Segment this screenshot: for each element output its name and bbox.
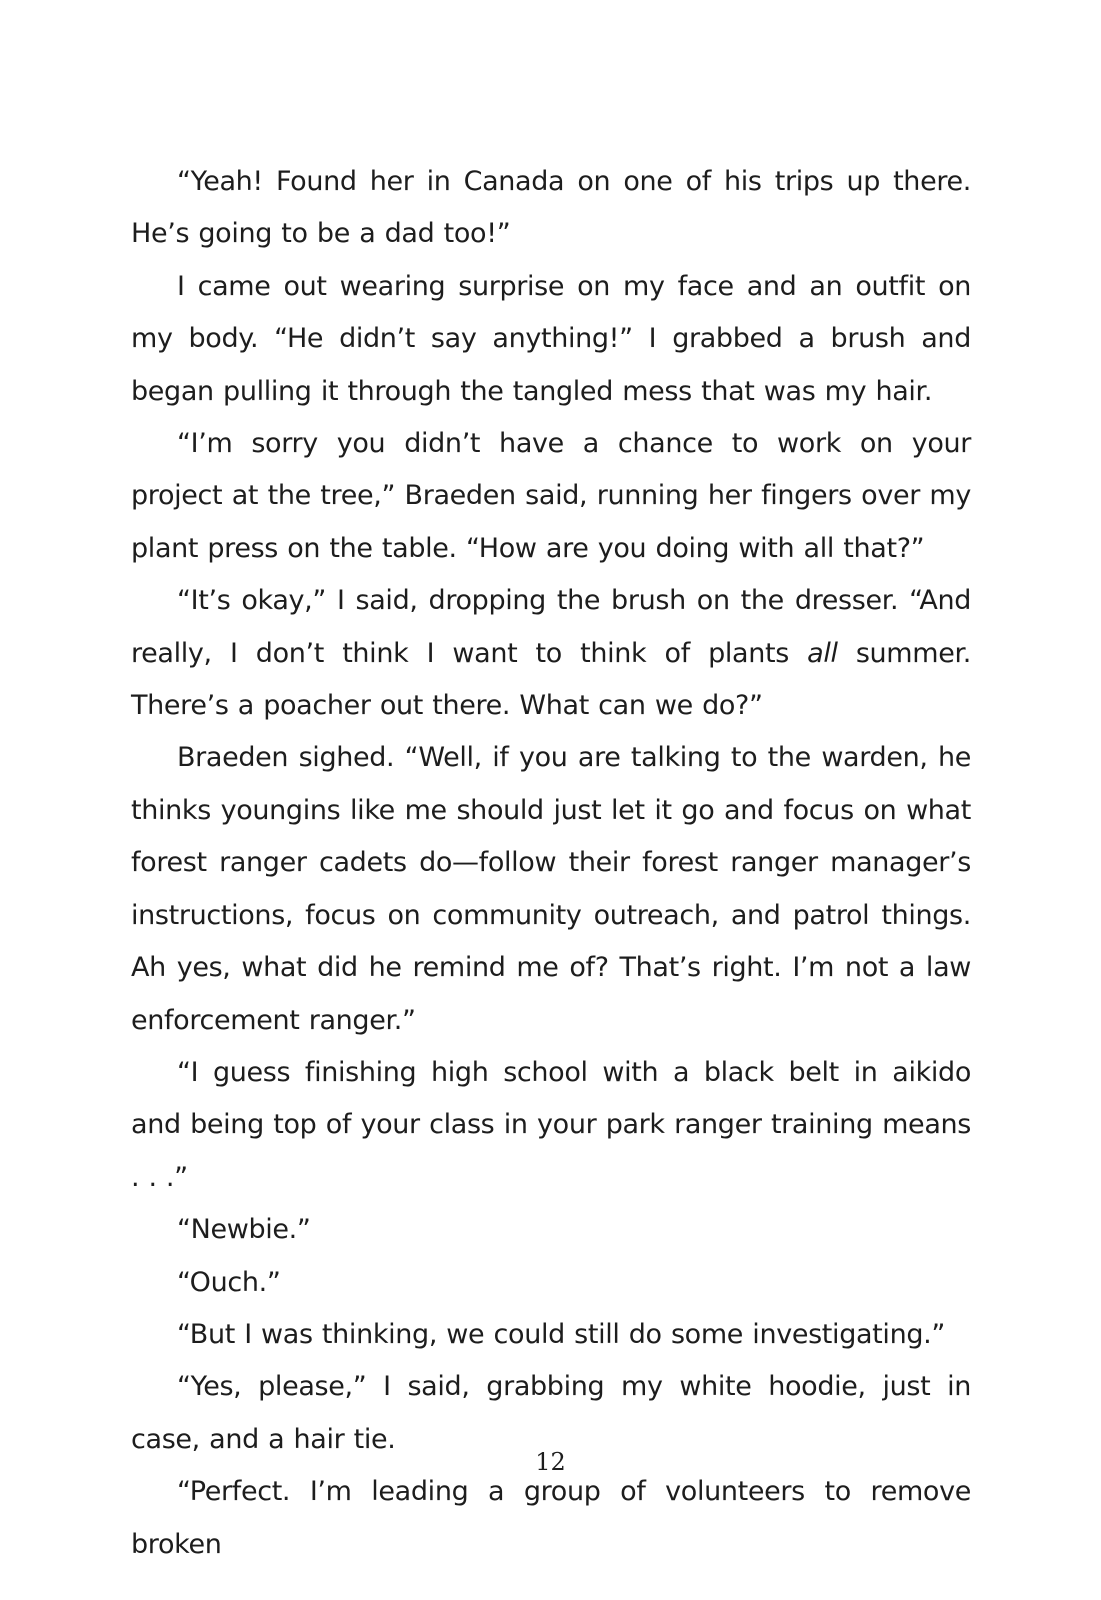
paragraph-1: “Yeah! Found her in Canada on one of his trips up there. He’s going to be a dad too!” <box>131 166 971 250</box>
paragraph-3: “I’m sorry you didn’t have a chance to work on your project at the tree,” Braeden said, running her fingers over my plant press on the table. “How are you doing with all that?” <box>131 428 971 564</box>
page-number: 12 <box>535 1448 566 1476</box>
paragraph-9: “But I was thinking, we could still do some investigating.” <box>177 1318 945 1350</box>
paragraph-8: “Ouch.” <box>177 1266 281 1298</box>
body-text <box>131 156 971 1571</box>
paragraph-2: I came out wearing surprise on my face and an outfit on my body. “He didn’t say anything!” I grabbed a brush and began pulling it through the tangled mess that was my hair. <box>131 270 971 407</box>
paragraph-5: Braeden sighed. “Well, if you are talking to the warden, he thinks youngins like me should just let it go and focus on what forest ranger cadets do—follow their forest ranger manager’s instructions, focus on community outreach, and patrol things. Ah yes, what did he remind me of? That’s right. I’m not a law enforcement ranger.” <box>131 742 971 1036</box>
paragraph-4-text-before: “It’s okay,” I said, dropping the brush on the dresser. “And really, I don’t think I want to think of plants <box>131 585 971 669</box>
paragraph-10: “Yes, please,” I said, grabbing my white hoodie, just in case, and a hair tie. <box>131 1371 971 1455</box>
emphasis-all: all <box>807 637 838 669</box>
paragraph-4 <box>131 575 971 732</box>
paragraph-4-text-after: summer. There’s a poacher out there. What can we do?” <box>131 637 971 722</box>
paragraph-11: “Perfect. I’m leading a group of volunteers to remove broken <box>131 1476 971 1560</box>
paragraph-6: “I guess finishing high school with a black belt in aikido and being top of your class in your park ranger training means . . .” <box>131 1056 971 1193</box>
paragraph-7: “Newbie.” <box>177 1214 311 1246</box>
